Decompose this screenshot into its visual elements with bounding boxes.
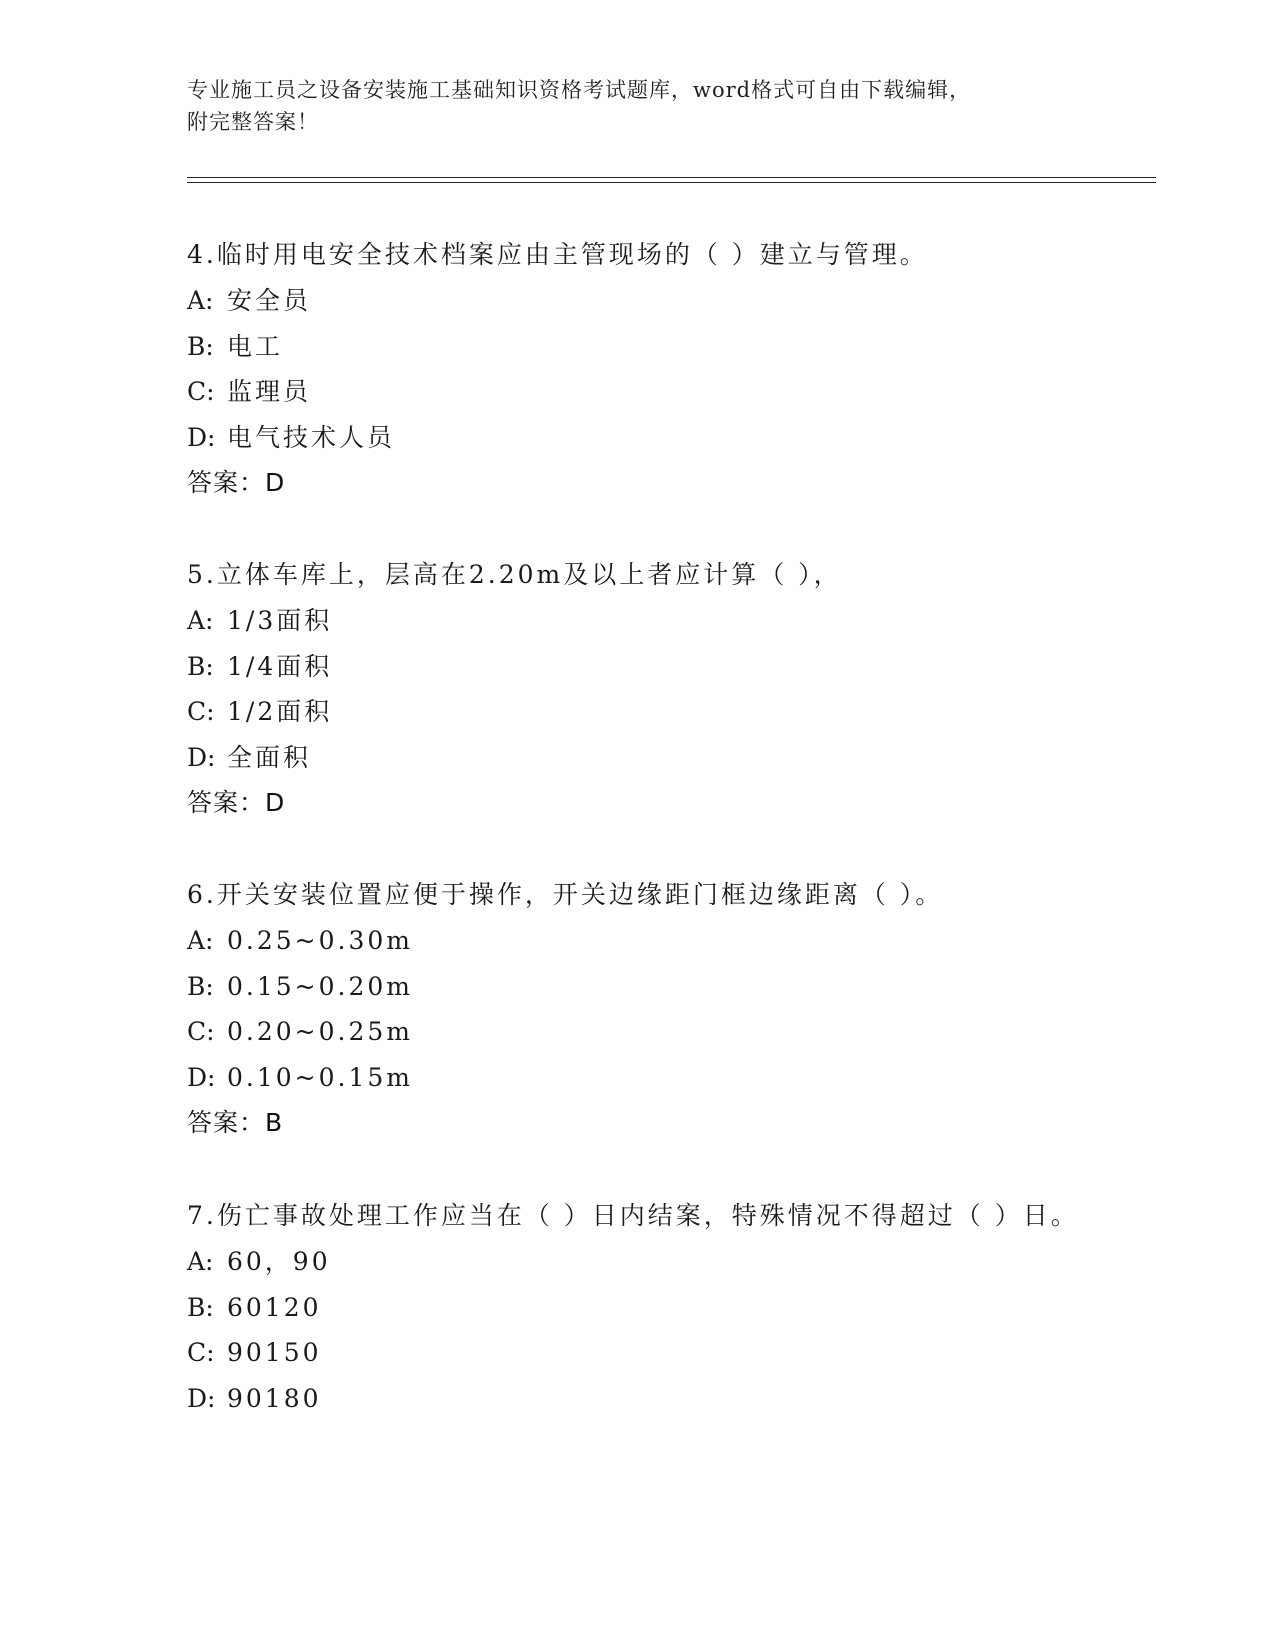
option-text: 60，90 bbox=[227, 1247, 331, 1276]
option-text: 90180 bbox=[227, 1383, 322, 1413]
option-text: 电工 bbox=[227, 331, 284, 361]
option-b bbox=[187, 1285, 1087, 1331]
option-label: D: bbox=[187, 742, 216, 772]
question-stem: 7.伤亡事故处理工作应当在（ ）日内结案，特殊情况不得超过（ ）日。 bbox=[187, 1201, 1079, 1230]
option-text: 0.25~0.30m bbox=[227, 926, 413, 955]
option-label: B: bbox=[187, 1292, 214, 1322]
option-label: C: bbox=[187, 1338, 215, 1367]
option-label: B: bbox=[187, 331, 214, 361]
option-d bbox=[187, 415, 1087, 461]
question-6 bbox=[187, 872, 1087, 1146]
option-b bbox=[187, 324, 1087, 370]
option-a bbox=[187, 598, 1087, 644]
document-header bbox=[187, 74, 1087, 138]
option-b bbox=[187, 644, 1087, 690]
option-text: 0.10~0.15m bbox=[227, 1062, 413, 1092]
option-label: B: bbox=[187, 971, 214, 1001]
option-d bbox=[187, 735, 1087, 781]
answer-line: 答案：D bbox=[187, 788, 286, 817]
header-line-1: 专业施工员之设备安装施工基础知识资格考试题库，word格式可自由下载编辑， bbox=[187, 78, 972, 102]
question-4 bbox=[187, 232, 1087, 506]
option-a bbox=[187, 278, 1087, 324]
option-text: 1/3面积 bbox=[227, 606, 333, 635]
option-text: 监理员 bbox=[227, 377, 312, 406]
question-5 bbox=[187, 552, 1087, 826]
option-label: A: bbox=[187, 1247, 214, 1276]
option-text: 60120 bbox=[227, 1292, 322, 1322]
option-b bbox=[187, 964, 1087, 1010]
question-stem: 5.立体车库上，层高在2.20m及以上者应计算（ ）， bbox=[187, 560, 842, 589]
option-text: 0.15~0.20m bbox=[227, 971, 413, 1001]
option-d bbox=[187, 1376, 1087, 1422]
option-c bbox=[187, 1330, 1087, 1376]
option-a bbox=[187, 918, 1087, 964]
header-line-2: 附完整答案！ bbox=[187, 110, 319, 134]
option-label: C: bbox=[187, 1017, 215, 1046]
question-stem: 6.开关安装位置应便于操作，开关边缘距门框边缘距离（ ）。 bbox=[187, 880, 944, 909]
option-a bbox=[187, 1239, 1087, 1285]
option-text: 电气技术人员 bbox=[227, 422, 396, 452]
question-7 bbox=[187, 1193, 1087, 1421]
option-label: A: bbox=[187, 606, 214, 635]
question-stem: 4.临时用电安全技术档案应由主管现场的（ ）建立与管理。 bbox=[187, 240, 928, 269]
option-label: D: bbox=[187, 1383, 216, 1413]
option-label: D: bbox=[187, 1062, 216, 1092]
header-rule-top bbox=[187, 177, 1156, 178]
option-label: D: bbox=[187, 422, 216, 452]
option-text: 90150 bbox=[227, 1338, 322, 1367]
option-c bbox=[187, 369, 1087, 415]
option-label: A: bbox=[187, 286, 214, 315]
option-label: C: bbox=[187, 697, 215, 726]
option-label: C: bbox=[187, 377, 215, 406]
option-text: 安全员 bbox=[227, 286, 312, 315]
option-text: 0.20~0.25m bbox=[227, 1017, 413, 1046]
option-c bbox=[187, 689, 1087, 735]
option-label: A: bbox=[187, 926, 214, 955]
answer-line: 答案：D bbox=[187, 468, 286, 497]
option-d bbox=[187, 1055, 1087, 1101]
header-rule-bottom bbox=[187, 182, 1156, 183]
option-text: 全面积 bbox=[227, 742, 312, 772]
option-c bbox=[187, 1009, 1087, 1055]
answer-line: 答案：B bbox=[187, 1108, 284, 1137]
option-text: 1/4面积 bbox=[227, 651, 333, 681]
option-label: B: bbox=[187, 651, 214, 681]
option-text: 1/2面积 bbox=[227, 697, 333, 726]
